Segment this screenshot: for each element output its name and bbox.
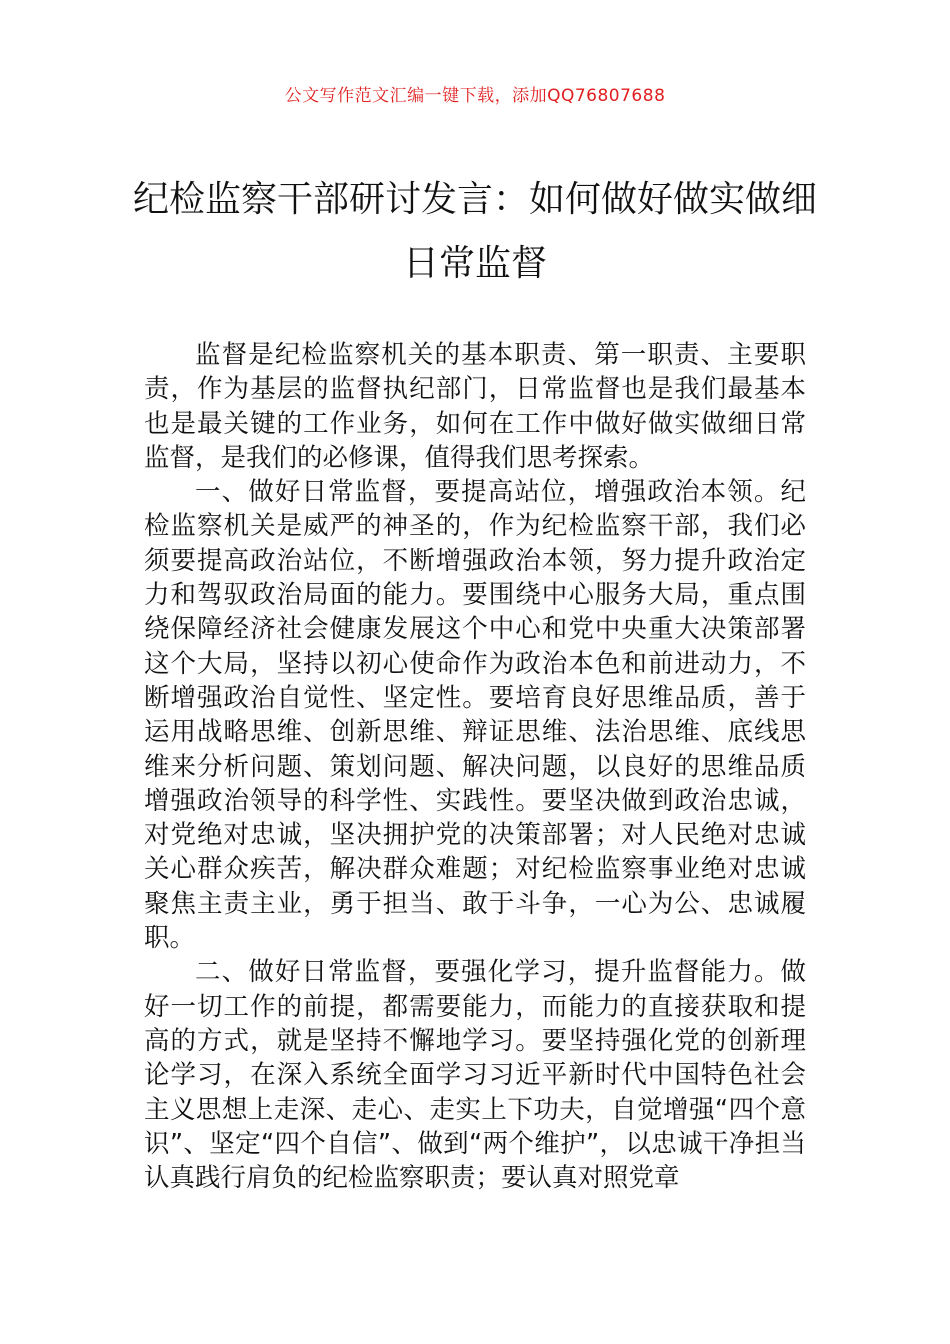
paragraph-section-1: 一、做好日常监督，要提高站位，增强政治本领。纪检监察机关是威严的神圣的，作为纪检监察干部，我们必须要提高政治站位，不断增强政治本领，努力提升政治定力和驾驭政治局面的能力。要围绕中心服务大局，重点围绕保障经济社会健康发展这个中心和党中央重大决策部署这个大局，坚持以初心使命作为政治本色和前进动力，不断增强政治自觉性、坚定性。要培育良好思维品质，善于运用战略思维、创新思维、辩证思维、法治思维、底线思维来分析问题、策划问题、解决问题，以良好的思维品质增强政治领导的科学性、实践性。要坚决做到政治忠诚，对党绝对忠诚，坚决拥护党的决策部署；对人民绝对忠诚关心群众疾苦，解决群众难题；对纪检监察事业绝对忠诚聚焦主责主业，勇于担当、敢于斗争，一心为公、忠诚履职。 <box>144 477 806 954</box>
paragraph-intro: 监督是纪检监察机关的基本职责、第一职责、主要职责，作为基层的监督执纪部门，日常监督也是我们最基本也是最关键的工作业务，如何在工作中做好做实做细日常监督，是我们的必修课，值得我们思考探索。 <box>144 340 806 473</box>
download-notice: 公文写作范文汇编一键下载，添加QQ76807688 <box>284 86 666 106</box>
page-title: 纪检监察干部研讨发言：如何做好做实做细日常监督 <box>132 179 817 284</box>
paragraph-section-2: 二、做好日常监督，要强化学习，提升监督能力。做好一切工作的前提，都需要能力，而能力的直接获取和提高的方式，就是坚持不懈地学习。要坚持强化党的创新理论学习，在深入系统全面学习习近平新时代中国特色社会主义思想上走深、走心、走实上下功夫，自觉增强“四个意识”、坚定“四个自信”、做到“两个维护”，以忠诚干净担当认真践行肩负的纪检监察职责；要认真对照党章 <box>144 957 806 1194</box>
document-body <box>144 338 806 1195</box>
